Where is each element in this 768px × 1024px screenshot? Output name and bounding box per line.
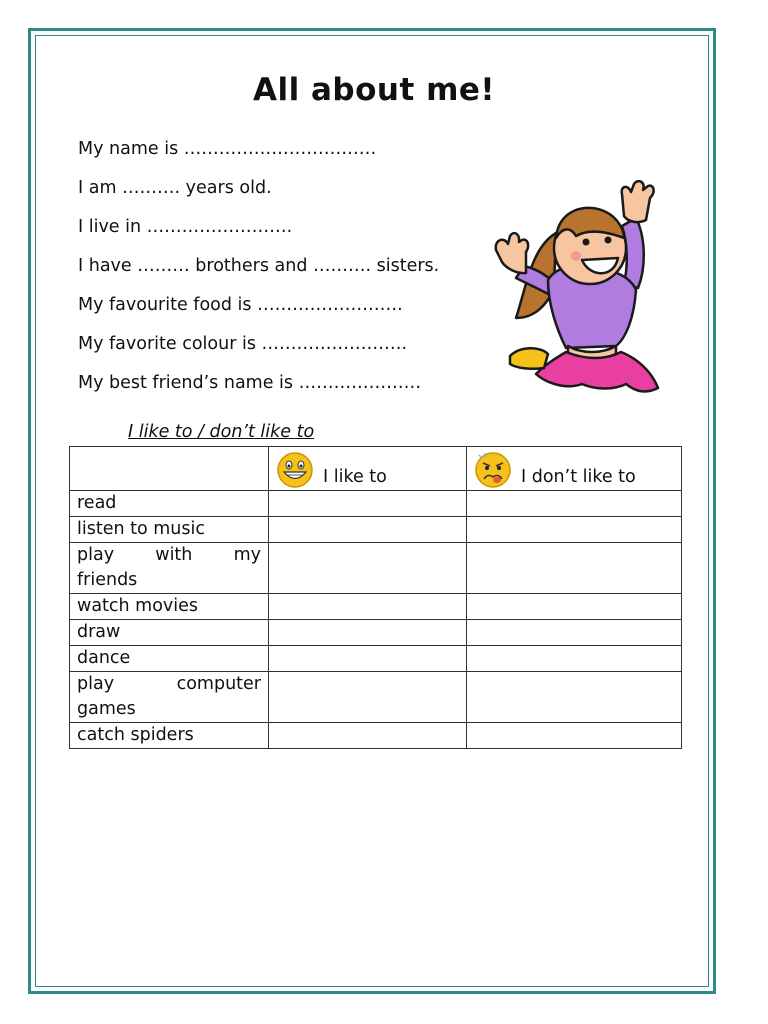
activity-text-line: games: [77, 699, 136, 719]
smiley-disgusted-icon: [473, 449, 513, 489]
dislike-answer-cell[interactable]: [467, 594, 682, 620]
table-row: [70, 672, 682, 723]
table-row: [70, 517, 682, 543]
like-answer-cell[interactable]: [269, 620, 467, 646]
activity-cell: dance: [70, 646, 269, 672]
table-row: [70, 646, 682, 672]
age-line: I am ………. years old.: [78, 178, 272, 198]
dislike-answer-cell[interactable]: [467, 620, 682, 646]
table-row: [70, 620, 682, 646]
like-answer-cell[interactable]: [269, 543, 467, 594]
like-answer-cell[interactable]: [269, 594, 467, 620]
table-row: [70, 594, 682, 620]
dislike-answer-cell[interactable]: [467, 723, 682, 749]
header-activity-cell: [70, 447, 269, 491]
activity-cell: draw: [70, 620, 269, 646]
friend-line: My best friend’s name is …………………: [78, 373, 422, 393]
like-answer-cell[interactable]: [269, 672, 467, 723]
table-row: [70, 723, 682, 749]
likes-table: [69, 446, 682, 749]
dislike-answer-cell[interactable]: [467, 491, 682, 517]
like-answer-cell[interactable]: [269, 646, 467, 672]
activity-cell: catch spiders: [70, 723, 269, 749]
dislike-answer-cell[interactable]: [467, 672, 682, 723]
like-answer-cell[interactable]: [269, 723, 467, 749]
header-dislike-cell: [467, 447, 682, 491]
activity-text-line: play computer: [77, 674, 261, 694]
table-row: [70, 543, 682, 594]
dislike-column-label: I don’t like to: [521, 467, 636, 487]
like-column-label: I like to: [323, 467, 387, 487]
activity-cell: [70, 672, 269, 723]
activity-text-line: friends: [77, 570, 138, 590]
like-section-heading: I like to / don’t like to: [128, 422, 315, 442]
table-row: [70, 491, 682, 517]
activity-cell: read: [70, 491, 269, 517]
food-line: My favourite food is …………………….: [78, 295, 403, 315]
dislike-answer-cell[interactable]: [467, 517, 682, 543]
activity-text-line: play with my: [77, 545, 261, 565]
table-header-row: [70, 447, 682, 491]
smiley-happy-icon: [275, 449, 315, 489]
activity-cell: listen to music: [70, 517, 269, 543]
colour-line: My favorite colour is …………………….: [78, 334, 408, 354]
jumping-girl-illustration: [486, 178, 671, 416]
activity-cell: [70, 543, 269, 594]
siblings-line: I have ……… brothers and ………. sisters.: [78, 256, 440, 276]
home-line: I live in …………………….: [78, 217, 293, 237]
worksheet-title: All about me!: [252, 72, 496, 108]
header-like-cell: [269, 447, 467, 491]
activity-cell: watch movies: [70, 594, 269, 620]
like-answer-cell[interactable]: [269, 491, 467, 517]
like-answer-cell[interactable]: [269, 517, 467, 543]
dislike-answer-cell[interactable]: [467, 543, 682, 594]
name-line: My name is ……………………………: [78, 139, 377, 159]
dislike-answer-cell[interactable]: [467, 646, 682, 672]
